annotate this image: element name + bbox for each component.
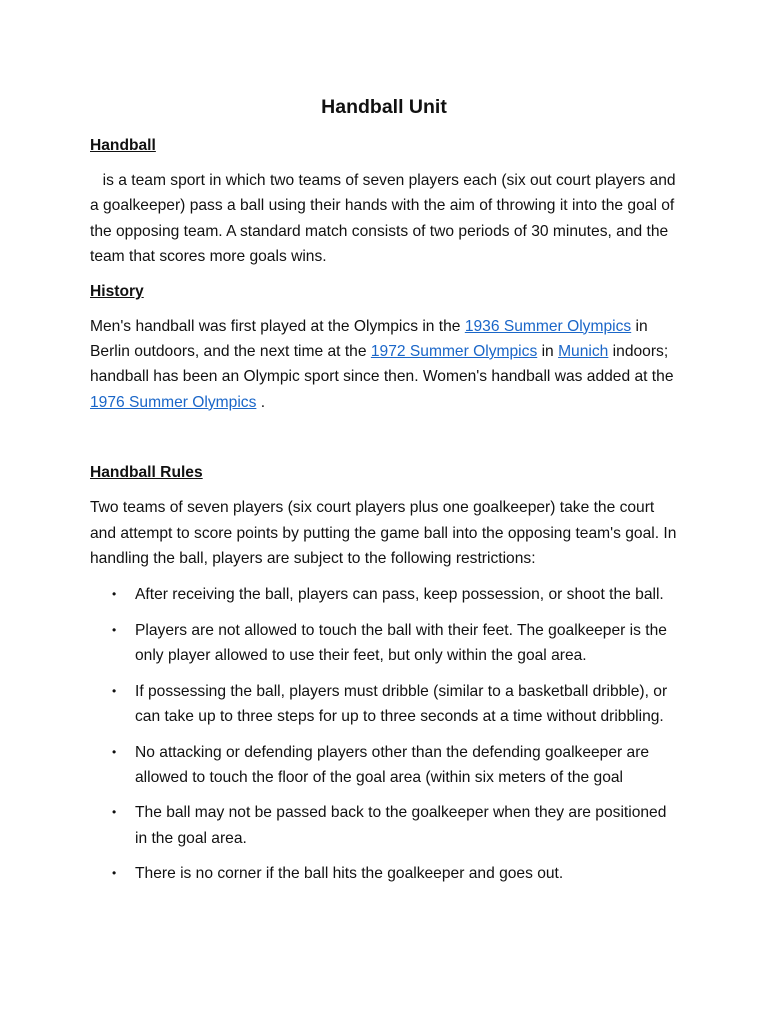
rule-text: Players are not allowed to touch the ball with their feet. The goalkeeper is the only player allowed to use their feet, but only within the goal area. xyxy=(135,621,667,665)
rules-list xyxy=(90,582,678,886)
list-item xyxy=(90,861,678,886)
bullet-icon: • xyxy=(112,744,117,759)
bullet-icon: • xyxy=(112,805,117,820)
link-1972-summer-olympics[interactable]: 1972 Summer Olympics xyxy=(370,343,538,361)
rule-text: There is no corner if the ball hits the goalkeeper and goes out. xyxy=(135,865,564,883)
list-item xyxy=(90,618,678,669)
history-text-3: in xyxy=(537,343,559,361)
history-text-5: . xyxy=(256,393,266,411)
rule-text: If possessing the ball, players must dribble (similar to a basketball dribble), or can take up to three steps for up to three seconds at a time without dribbling. xyxy=(135,682,668,726)
bullet-icon: • xyxy=(112,683,117,698)
handball-definition xyxy=(90,168,678,270)
history-text-2: in Berlin outdoors, and the next time at the xyxy=(90,317,648,361)
rule-text: After receiving the ball, players can pass, keep possession, or shoot the ball. xyxy=(135,586,664,604)
rules-intro: Two teams of seven players (six court players plus one goalkeeper) take the court and attempt to score points by putting the game ball into the opposing team's goal. In handling the ball, players are subject to the following restrictions: xyxy=(90,499,677,568)
history-text-4: indoors; handball has been an Olympic sport since then. Women's handball was added at the xyxy=(90,343,674,386)
history-paragraph xyxy=(90,314,678,416)
bullet-icon: • xyxy=(112,622,117,637)
list-item xyxy=(90,800,678,851)
rule-text: No attacking or defending players other than the defending goalkeeper are allowed to touch the floor of the goal area (within six meters of the goal xyxy=(135,743,650,786)
handball-definition-text: is a team sport in which two teams of seven players each (six out court players and a goalkeeper) pass a ball using their hands with the aim of throwing it into the goal of the opposing team. A standard match consists of two periods of 30 minutes, and the team that scores more goals wins. xyxy=(90,172,676,266)
section-spacer xyxy=(90,426,678,462)
bullet-icon: • xyxy=(112,866,117,881)
section-heading-rules: Handball Rules xyxy=(90,464,203,482)
link-1936-summer-olympics[interactable]: 1936 Summer Olympics xyxy=(464,317,632,335)
list-item xyxy=(90,740,678,791)
section-heading-handball: Handball xyxy=(90,137,156,154)
list-item xyxy=(90,679,678,730)
rule-text: The ball may not be passed back to the goalkeeper when they are positioned in the goal area. xyxy=(135,804,667,847)
history-text-1: Men's handball was first played at the Olympics in the xyxy=(90,317,465,335)
section-heading-history: History xyxy=(90,282,144,300)
list-item xyxy=(90,582,678,607)
page-title: Handball Unit xyxy=(321,96,447,118)
link-1976-summer-olympics[interactable]: 1976 Summer Olympics xyxy=(90,393,257,411)
bullet-icon: • xyxy=(112,587,117,602)
link-munich[interactable]: Munich xyxy=(558,343,609,361)
